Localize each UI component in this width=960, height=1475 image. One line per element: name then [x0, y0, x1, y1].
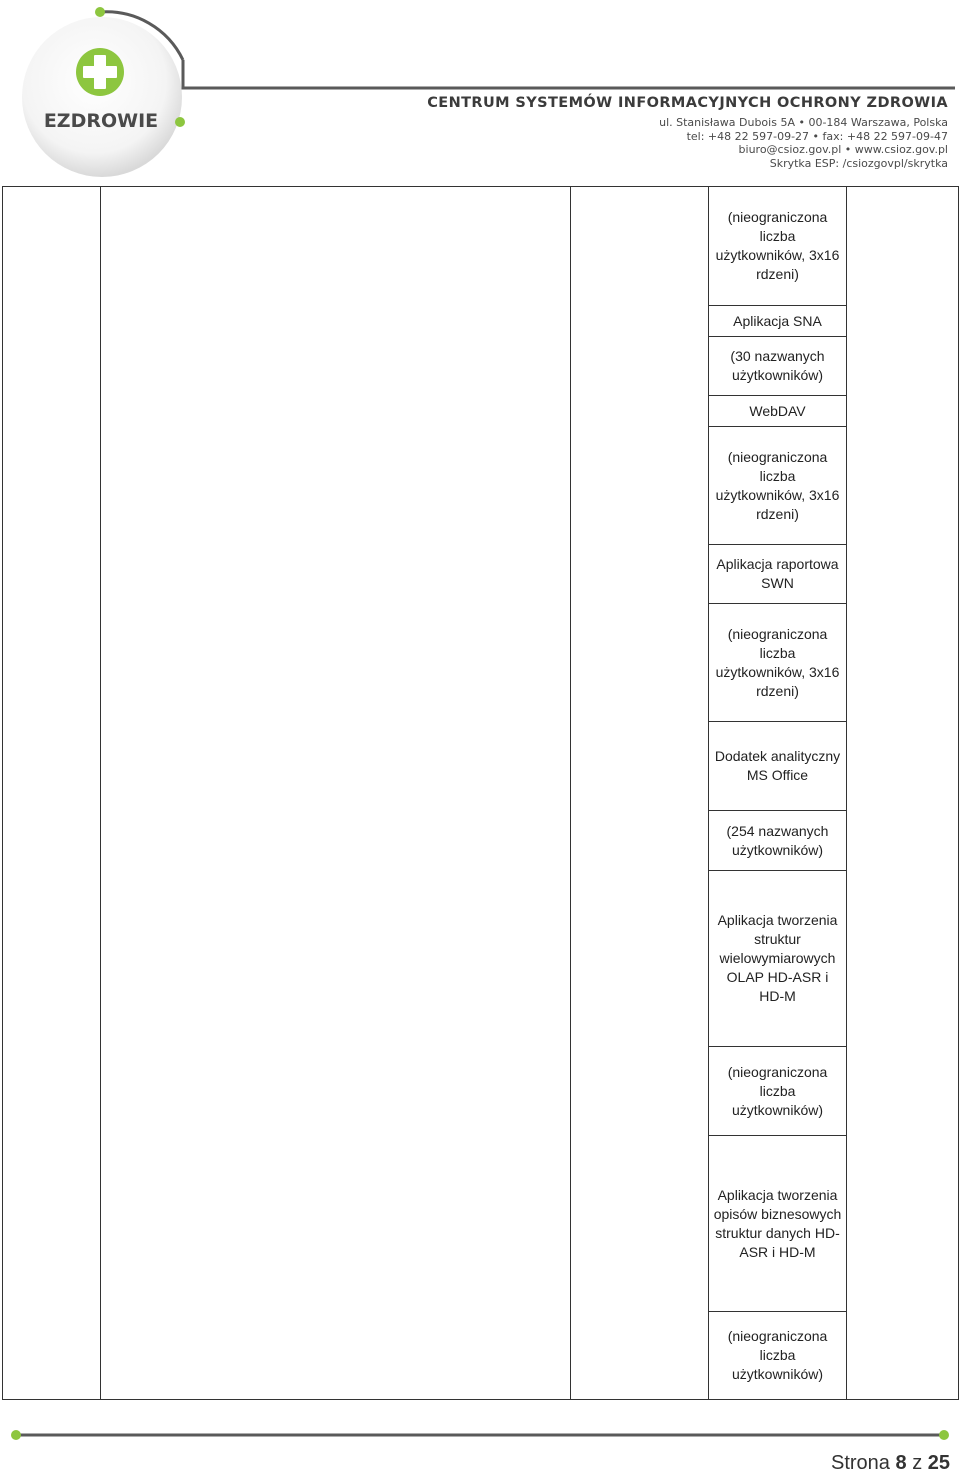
logo-text: EZDROWIE	[43, 110, 159, 132]
org-address: ul. Stanisława Dubois 5A • 00-184 Warszawa, Polska	[659, 116, 948, 129]
table-cell: (nieograniczona liczba użytkowników)	[709, 1046, 846, 1135]
organization-block	[427, 95, 948, 170]
table-cell: (nieograniczona liczba użytkowników, 3x16 rdzeni)	[709, 426, 846, 544]
page-number: Strona 8 z 25	[831, 1452, 950, 1474]
org-title: CENTRUM SYSTEMÓW INFORMACYJNYCH OCHRONY ZDROWIA	[427, 95, 948, 111]
table-cell: Aplikacja tworzenia opisów biznesowych struktur danych HD-ASR i HD-M	[709, 1135, 846, 1311]
org-phone: tel: +48 22 597-09-27 • fax: +48 22 597-09-47	[686, 129, 948, 143]
table-column-divider	[100, 187, 101, 1399]
table-cell: (nieograniczona liczba użytkowników, 3x16 rdzeni)	[715, 209, 840, 282]
table-cell: (30 nazwanych użytkowników)	[709, 336, 846, 395]
license-table	[2, 186, 959, 1400]
table-cell: Aplikacja tworzenia struktur wielowymiarowych OLAP HD-ASR i HD-M	[709, 870, 846, 1046]
header-line	[180, 60, 955, 100]
org-web: biuro@csioz.gov.pl • www.csioz.gov.pl	[738, 143, 948, 156]
table-column-divider	[570, 187, 571, 1399]
table-cell: Aplikacja raportowa SWN	[709, 544, 846, 603]
table-cell: Dodatek analityczny MS Office	[709, 721, 846, 810]
table-column-divider	[846, 187, 847, 1399]
logo-graphic	[0, 0, 200, 185]
ezdrowie-logo	[0, 0, 200, 185]
footer-line	[0, 1425, 960, 1445]
table-cell: (nieograniczona liczba użytkowników, 3x16 rdzeni)	[709, 603, 846, 721]
table-cell: (nieograniczona liczba użytkowników)	[709, 1311, 846, 1399]
org-esp: Skrytka ESP: /csiozgovpl/skrytka	[769, 156, 948, 170]
table-cell: Aplikacja SNA	[709, 305, 846, 336]
table-cell: (254 nazwanych użytkowników)	[709, 810, 846, 870]
table-cell: WebDAV	[709, 395, 846, 426]
